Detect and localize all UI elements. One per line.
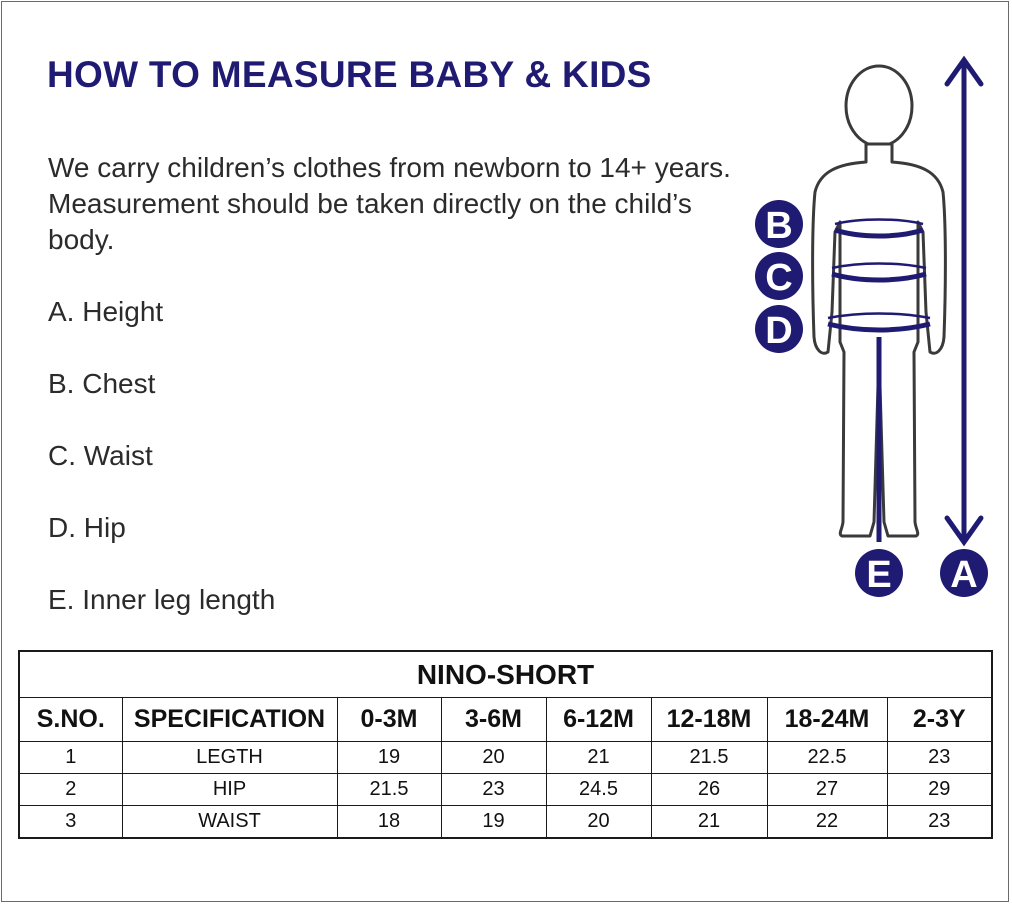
table-caption: NINO-SHORT: [19, 651, 992, 698]
column-header: 3-6M: [441, 698, 546, 742]
table-cell: 24.5: [546, 774, 651, 806]
table-cell: 19: [441, 806, 546, 839]
table-cell: 22.5: [767, 742, 887, 774]
badge-a: [940, 549, 988, 597]
measurement-item-chest: B. Chest: [48, 368, 156, 399]
table-cell: LEGTH: [122, 742, 337, 774]
table-cell: 23: [887, 806, 992, 839]
svg-text:D: D: [765, 310, 793, 352]
table-cell: 23: [887, 742, 992, 774]
body-measurement-figure: [742, 52, 1002, 612]
badge-d: [755, 305, 803, 353]
intro-text: We carry children’s clothes from newborn to 14+ years. Measurement should be taken directly on the child’s body.: [48, 152, 731, 255]
table-cell: 21.5: [337, 774, 441, 806]
badge-b: [755, 200, 803, 248]
measurement-list: [48, 292, 275, 652]
table-row: [19, 806, 992, 839]
table-header-row: [19, 698, 992, 742]
measurement-item-height: A. Height: [48, 296, 164, 327]
badge-c: [755, 252, 803, 300]
table-cell: 3: [19, 806, 122, 839]
table-cell: 20: [441, 742, 546, 774]
table-cell: 23: [441, 774, 546, 806]
page-frame: [1, 1, 1009, 902]
table-cell: 18: [337, 806, 441, 839]
column-header: 0-3M: [337, 698, 441, 742]
column-header: 6-12M: [546, 698, 651, 742]
table-cell: 29: [887, 774, 992, 806]
height-arrow: [947, 60, 981, 542]
column-header: 2-3Y: [887, 698, 992, 742]
column-header: 18-24M: [767, 698, 887, 742]
column-header: SPECIFICATION: [122, 698, 337, 742]
table-row: [19, 742, 992, 774]
column-header: S.NO.: [19, 698, 122, 742]
measurement-item-waist: C. Waist: [48, 440, 153, 471]
svg-text:E: E: [866, 554, 892, 596]
table-cell: 2: [19, 774, 122, 806]
table-cell: HIP: [122, 774, 337, 806]
measurement-item-inner-leg: E. Inner leg length: [48, 584, 276, 615]
page-title: HOW TO MEASURE BABY & KIDS: [47, 54, 652, 95]
svg-text:C: C: [765, 257, 793, 299]
table-cell: 19: [337, 742, 441, 774]
column-header: 12-18M: [651, 698, 767, 742]
table-cell: 26: [651, 774, 767, 806]
badge-e: [855, 549, 903, 597]
table-cell: WAIST: [122, 806, 337, 839]
table-cell: 20: [546, 806, 651, 839]
table-cell: 1: [19, 742, 122, 774]
table-cell: 22: [767, 806, 887, 839]
svg-text:B: B: [765, 205, 793, 247]
size-chart-table: [18, 650, 993, 839]
table-cell: 21: [546, 742, 651, 774]
table-cell: 21: [651, 806, 767, 839]
table-row: [19, 774, 992, 806]
table-cell: 21.5: [651, 742, 767, 774]
svg-text:A: A: [950, 554, 978, 596]
measurement-item-hip: D. Hip: [48, 512, 126, 543]
child-body-diagram: [742, 52, 1002, 612]
table-cell: 27: [767, 774, 887, 806]
